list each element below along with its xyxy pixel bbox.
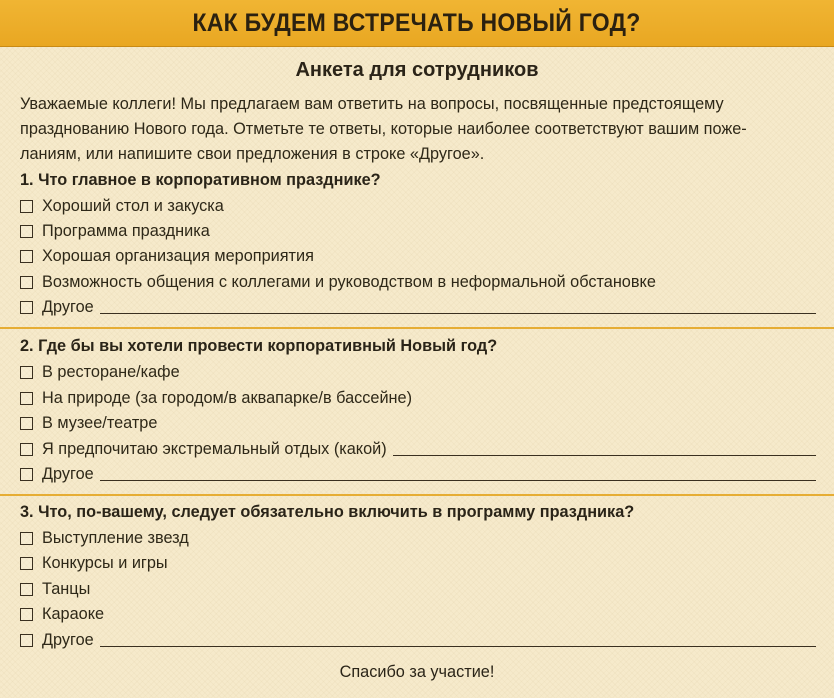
write-in-line[interactable]: [100, 313, 816, 314]
option-label: Другое: [42, 297, 94, 316]
option-q3-1[interactable]: [20, 526, 816, 550]
option-q1-1[interactable]: [20, 194, 816, 218]
option-q2-other[interactable]: [20, 462, 816, 486]
thank-you-note: Спасибо за участие!: [339, 663, 495, 681]
question-2-title: 2. Где бы вы хотели провести корпоративный Новый год?: [20, 337, 498, 355]
section-divider: [0, 327, 834, 329]
option-q2-3[interactable]: [20, 411, 816, 435]
intro-line: Уважаемые коллеги! Мы предлагаем вам ответить на вопросы, посвященные предстоящему: [20, 95, 724, 113]
intro-line: празднованию Нового года. Отметьте те ответы, которые наиболее соответствуют вашим поже-: [20, 120, 747, 138]
checkbox[interactable]: [20, 200, 33, 213]
intro-paragraph: [20, 92, 820, 167]
option-label: Хороший стол и закуска: [42, 196, 224, 215]
checkbox[interactable]: [20, 276, 33, 289]
checkbox[interactable]: [20, 366, 33, 379]
checkbox[interactable]: [20, 468, 33, 481]
checkbox[interactable]: [20, 634, 33, 647]
section-divider: [0, 494, 834, 496]
checkbox[interactable]: [20, 392, 33, 405]
option-label: Выступление звезд: [42, 528, 189, 547]
question-3-title: 3. Что, по-вашему, следует обязательно включить в программу праздника?: [20, 503, 635, 521]
option-label: Хорошая организация мероприятия: [42, 246, 314, 265]
write-in-line[interactable]: [100, 480, 816, 481]
page-title: КАК БУДЕМ ВСТРЕЧАТЬ НОВЫЙ ГОД?: [192, 8, 642, 37]
option-label: В ресторане/кафе: [42, 362, 180, 381]
option-q1-3[interactable]: [20, 244, 816, 268]
checkbox[interactable]: [20, 225, 33, 238]
option-label: Танцы: [42, 579, 91, 598]
checkbox[interactable]: [20, 443, 33, 456]
option-q1-2[interactable]: [20, 219, 816, 243]
option-q3-4[interactable]: [20, 602, 816, 626]
survey-subtitle: Анкета для сотрудников: [295, 59, 539, 81]
option-q1-other[interactable]: [20, 295, 816, 319]
option-label: Другое: [42, 464, 94, 483]
option-label: Программа праздника: [42, 221, 210, 240]
option-q1-4[interactable]: [20, 270, 816, 294]
checkbox[interactable]: [20, 301, 33, 314]
option-label: Другое: [42, 630, 94, 649]
option-label: Я предпочитаю экстремальный отдых (какой): [42, 439, 387, 458]
option-label: Конкурсы и игры: [42, 553, 168, 572]
option-label: Возможность общения с коллегами и руководством в неформальной обстановке: [42, 272, 656, 291]
title-banner: [0, 0, 834, 47]
option-label: На природе (за городом/в аквапарке/в бассейне): [42, 388, 413, 407]
option-q3-other[interactable]: [20, 628, 816, 652]
intro-line: ланиям, или напишите свои предложения в строке «Другое».: [20, 145, 485, 163]
checkbox[interactable]: [20, 583, 33, 596]
option-q3-2[interactable]: [20, 551, 816, 575]
option-label: В музее/театре: [42, 413, 158, 432]
write-in-line[interactable]: [100, 646, 816, 647]
option-q2-1[interactable]: [20, 360, 816, 384]
option-q2-2[interactable]: [20, 386, 816, 410]
checkbox[interactable]: [20, 532, 33, 545]
checkbox[interactable]: [20, 417, 33, 430]
checkbox[interactable]: [20, 608, 33, 621]
option-label: Караоке: [42, 604, 105, 623]
question-1-title: 1. Что главное в корпоративном празднике?: [20, 171, 381, 189]
option-q2-4[interactable]: [20, 437, 816, 461]
checkbox[interactable]: [20, 557, 33, 570]
write-in-line[interactable]: [393, 455, 816, 456]
checkbox[interactable]: [20, 250, 33, 263]
option-q3-3[interactable]: [20, 577, 816, 601]
